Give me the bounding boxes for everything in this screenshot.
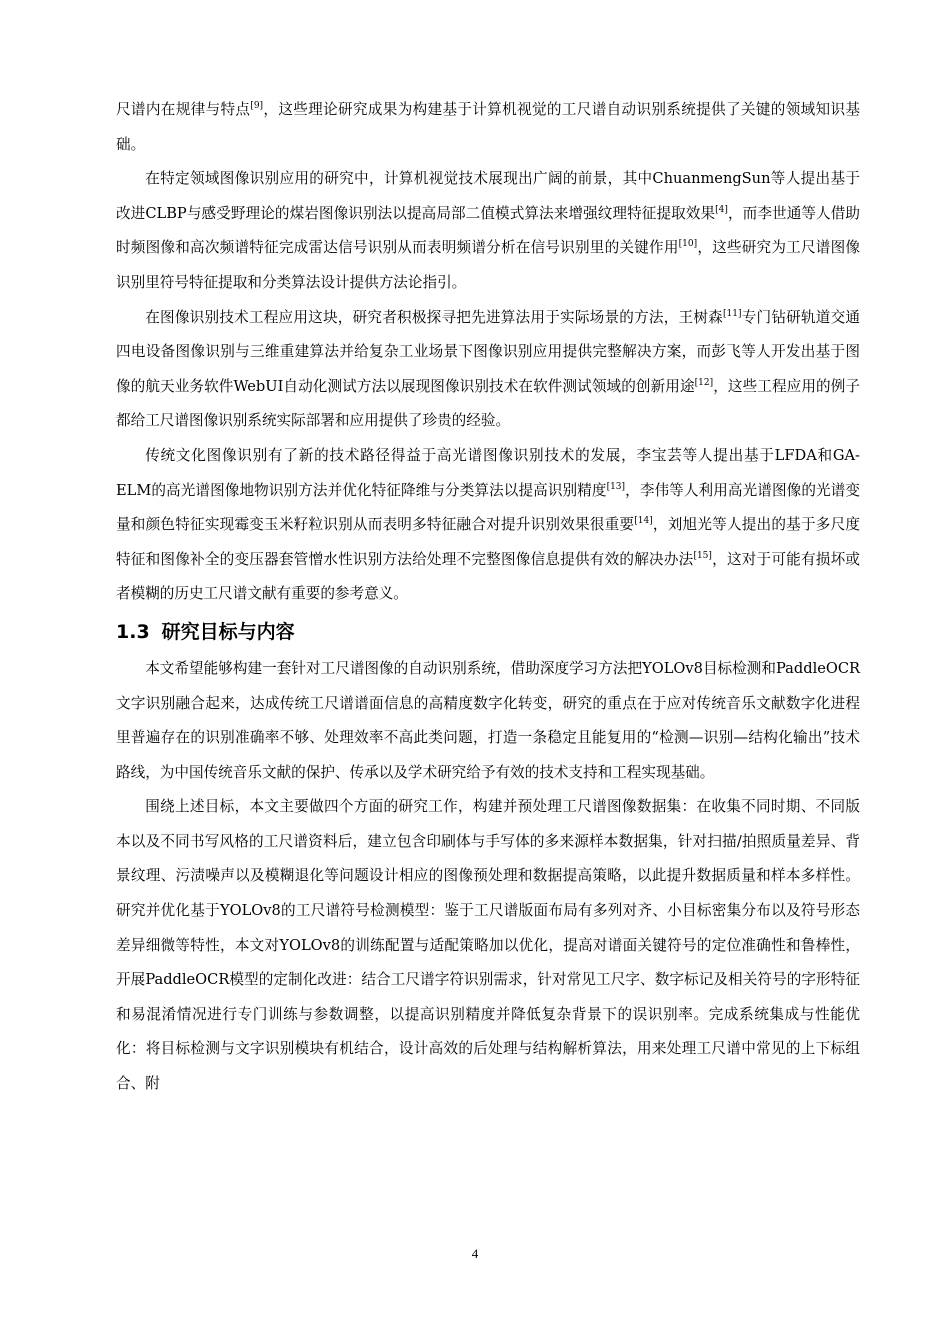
paragraphs-after xyxy=(116,652,860,1102)
body-paragraph: 尺谱内在规律与特点[9]，这些理论研究成果为构建基于计算机视觉的工尺谱自动识别系统提供了关键的领域知识基础。 xyxy=(116,101,860,153)
page-body xyxy=(116,93,860,1102)
body-paragraph: 在特定领域图像识别应用的研究中，计算机视觉技术展现出广阔的前景，其中ChuanmengSun等人提出基于改进CLBP与感受野理论的煤岩图像识别法以提高局部二值模式算法来增强纹理特征提取效果[4]，而李世通等人借助时频图像和高次频谱特征完成雷达信号识别从而表明频谱分析在信号识别里的关键作用[10]，这些研究为工尺谱图像识别里符号特征提取和分类算法设计提供方法论指引。 xyxy=(116,170,860,291)
section-heading xyxy=(116,612,860,652)
body-paragraph: 传统文化图像识别有了新的技术路径得益于高光谱图像识别技术的发展，李宝芸等人提出基于LFDA和GA-ELM的高光谱图像地物识别方法并优化特征降维与分类算法以提高识别精度[13]，李伟等人利用高光谱图像的光谱变量和颜色特征实现霉变玉米籽粒识别从而表明多特征融合对提升识别效果很重要[14]，刘旭光等人提出的基于多尺度特征和图像补全的变压器套管憎水性识别方法给处理不完整图像信息提供有效的解决办法[15]，这对于可能有损坏或者模糊的历史工尺谱文献有重要的参考意义。 xyxy=(116,446,860,603)
page-number: 4 xyxy=(471,1246,479,1261)
section-title: 研究目标与内容 xyxy=(161,620,295,643)
body-paragraph: 围绕上述目标，本文主要做四个方面的研究工作，构建并预处理工尺谱图像数据集：在收集不同时期、不同版本以及不同书写风格的工尺谱资料后，建立包含印刷体与手写体的多来源样本数据集，针对扫描/拍照质量差异、背景纹理、污渍噪声以及模糊退化等问题设计相应的图像预处理和数据提高策略，以此提升数据质量和样本多样性。研究并优化基于YOLOv8的工尺谱符号检测模型：鉴于工尺谱版面布局有多列对齐、小目标密集分布以及符号形态差异细微等特性，本文对YOLOv8的训练配置与适配策略加以优化，提高对谱面关键符号的定位准确性和鲁棒性，开展PaddleOCR模型的定制化改进：结合工尺谱字符识别需求，针对常见工尺字、数字标记及相关符号的字形特征和易混淆情况进行专门训练与参数调整，以提高识别精度并降低复杂背景下的误识别率。完成系统集成与性能优化：将目标检测与文字识别模块有机结合，设计高效的后处理与结构解析算法，用来处理工尺谱中常见的上下标组合、附 xyxy=(116,798,860,1093)
paragraphs-before xyxy=(116,93,860,612)
body-paragraph: 在图像识别技术工程应用这块，研究者积极探寻把先进算法用于实际场景的方法，王树森[11]专门钻研轨道交通四电设备图像识别与三维重建算法并给复杂工业场景下图像识别应用提供完整解决方案，而彭飞等人开发出基于图像的航天业务软件WebUI自动化测试方法以展现图像识别技术在软件测试领域的创新用途[12]，这些工程应用的例子都给工尺谱图像识别系统实际部署和应用提供了珍贵的经验。 xyxy=(116,308,860,430)
section-number: 1.3 xyxy=(116,620,150,643)
body-paragraph: 本文希望能够构建一套针对工尺谱图像的自动识别系统，借助深度学习方法把YOLOv8目标检测和PaddleOCR文字识别融合起来，达成传统工尺谱谱面信息的高精度数字化转变，研究的重点在于应对传统音乐文献数字化进程里普遍存在的识别准确率不够、处理效率不高此类问题，打造一条稳定且能复用的“检测—识别—结构化输出”技术路线，为中国传统音乐文献的保护、传承以及学术研究给予有效的技术支持和工程实现基础。 xyxy=(116,659,860,781)
